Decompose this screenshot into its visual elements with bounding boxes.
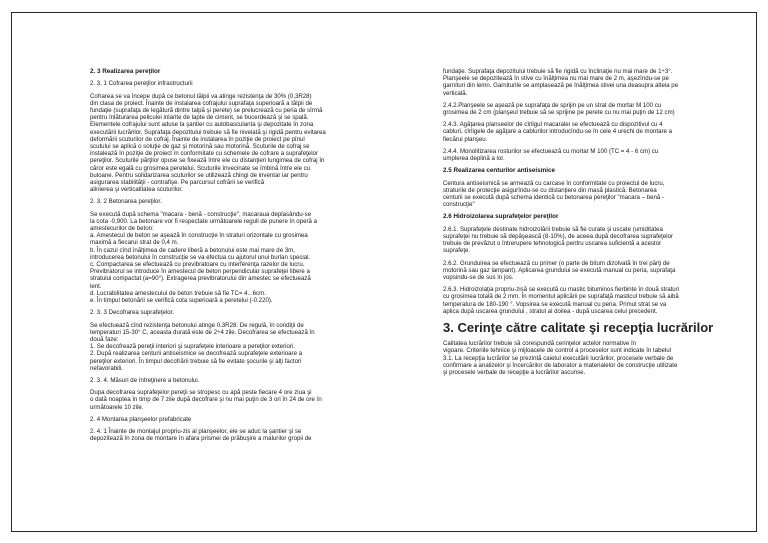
text-line: 1. Se decofrează pereţii interiori şi suprafeţele interioare a pereţilor exteriori. bbox=[90, 343, 295, 351]
text-line: două faze: bbox=[90, 335, 119, 343]
text-line: motorină sau gaz lampant). Aplicarea grundului se execută manual cu peria, suprafaţa bbox=[443, 266, 676, 274]
text-line: asigurarea stabilităţii - contrafişe. Pe parcursul cofrării se verifică bbox=[90, 179, 265, 187]
text-line: vigoare. Criteriile tehnice şi mijloacele de control a proceselor sunt indicate în tabelul bbox=[443, 347, 671, 355]
text-line: 2.6.2. Grunduirea se efectuează cu primer (o parte de bitum dizolvată în trei părţi de bbox=[443, 259, 670, 267]
text-line: executării lucrărilor. Suprafaţa depozitului trebuie să fie nivelată şi rigidă pentru evitarea bbox=[90, 128, 326, 136]
text-line: alinierea şi verticalitatea scuturilor. bbox=[90, 186, 183, 194]
text-line: Centura antiseismică se armează cu carcase în conformitate cu proiectul de lucru, bbox=[443, 179, 665, 187]
left-column bbox=[90, 68, 368, 447]
paragraph bbox=[443, 260, 718, 282]
text-line: nefavorabili. bbox=[90, 364, 123, 372]
text-line: umplerea deplină a lor. bbox=[443, 155, 505, 163]
subsection-title: 2. 3. 2 Betonarea pereţilor. bbox=[90, 198, 162, 206]
text-line: a. Amestecul de beton se aşează în construcţie în straturi orizontale cu grosimea bbox=[90, 232, 308, 240]
text-line: depozitează în zona de montare în afara prismei de prăbuşire a malurilor gropii de bbox=[90, 435, 312, 443]
text-line: verticală. bbox=[443, 89, 468, 97]
text-line: confirmare a analizelor şi încercărilor de laborator a materialelor de construcţie utilizate bbox=[443, 361, 678, 369]
text-line: aplica după uscarea grundului , stratul al doilea - după uscarea celui precedent. bbox=[443, 307, 658, 315]
text-line: 3.1. La recepţia lucrărilor se prezintă caietul executării lucrărilor, procesele verbale de bbox=[443, 354, 674, 362]
text-line: la cota -0,900. La betonare vor fi respectate următoarele reguli de punere în operă a bbox=[90, 217, 317, 225]
text-line: garnituri din lemn. Garniturile se amplasează pe înălţimea stivei una deasupra alteia pe bbox=[443, 82, 679, 90]
text-line: pereţilor. Scuturile părţilor opuse se fixează între ele cu distanţieri lungimea de cofraj în bbox=[90, 157, 325, 165]
text-line: buloane. Pentru solidarizarea scuturilor se utilizează chingi de inventar iar pentru bbox=[90, 171, 308, 179]
paragraph bbox=[90, 93, 368, 194]
text-line: lent. bbox=[90, 282, 102, 290]
text-line: 2. 4. 1 Înainte de montajul propriu-zis al planşeelor, ele se aduc la şantier şi se bbox=[90, 427, 302, 435]
section-heading: 2.6 Hidroizolarea suprafeţelor pereţilor bbox=[443, 213, 559, 221]
right-column bbox=[443, 68, 718, 381]
paragraph bbox=[443, 68, 718, 97]
subsection-title: 2. 4 Montarea planşeelor prefabricate bbox=[90, 415, 192, 423]
paragraph bbox=[443, 340, 718, 376]
text-line: Previbratorul se introduce în amestecul de beton perpendicular suprafeţei libere a bbox=[90, 268, 310, 276]
paragraph bbox=[443, 226, 718, 255]
section-heading: 2. 3 Realizarea pereţilor bbox=[90, 68, 161, 75]
text-line: şi procesele verbale de recepţie a lucrărilor ascunse. bbox=[443, 368, 586, 376]
text-line: d. Lucrabilitatea amestecului de beton trebuie să fie TC= 4...6cm. bbox=[90, 289, 266, 297]
text-line: Dupa decofrarea suprafeţelor pereţii se stropesc cu apă peste fiecare 4 ore ziua şi bbox=[90, 389, 312, 397]
text-line: construcţie" bbox=[443, 201, 475, 209]
document-page bbox=[11, 12, 757, 532]
text-line: din clasa de proiect. Înainte de instalarea cofrajului suprafaţa superioară a tălpii de bbox=[90, 99, 313, 107]
text-line: trebuie de prevăzut o întrerupere tehnologică pentru uscarea suficientă a acestor bbox=[443, 240, 662, 248]
text-line: temperaturi 15-30° C, aceasta durată este de 2÷4 zile. Decofrarea se efectuează în bbox=[90, 328, 315, 336]
paragraph bbox=[90, 322, 368, 372]
text-line: c. Compactarea se efectuează cu previbratoare cu interferenţa razelor de lucru. bbox=[90, 261, 305, 269]
text-line: cabluri, cîrligele de agăţare a cablurilor introducîndu-se în cele 4 urechi de montare a bbox=[443, 128, 672, 136]
paragraph bbox=[443, 102, 718, 116]
paragraph bbox=[90, 389, 368, 411]
text-line: 2.4.3. Agăţarea planseelor de cîrligul macaralei se efectuează cu dispozitivul cu 4 bbox=[443, 121, 663, 129]
text-line: amestecurilor de beton: bbox=[90, 225, 154, 233]
subsection-title: 2. 3. 1 Cofrarea pereţilor infrastructurii bbox=[90, 80, 193, 88]
text-line: b. În cazul cînd înălţimea de cadere liberă a betonului este mai mare de 3m, bbox=[90, 246, 295, 254]
text-line: o dată noaptea în timp de 7 zile după decofrare şi nu mai puţin de 3 ori în 24 de ore în bbox=[90, 396, 322, 404]
text-line: Elementele cofrajului sunt aduse la şantier cu autobasculanta şi depozitate în zona bbox=[90, 121, 314, 129]
text-line: introducerea betonului în construcţie se va efectua cu ajutorul unui burlan special. bbox=[90, 253, 311, 261]
text-line: căror este egală cu grosimea peretelui. Scuturile învecinate se îmbină între ele cu bbox=[90, 164, 311, 172]
text-line: instalează în poziţie de proiect în conformitate cu schemele de cofrare a suprafeţelor bbox=[90, 150, 318, 158]
text-line: grosimea de 2 cm (planşeul trebuie să se sprijine pe perete cu nu mai puţin de 12 cm) bbox=[443, 109, 675, 117]
text-line: 2.4.4. Monolitizarea rosturilor se efectuează cu mortar M 100 (TC = 4 - 6 cm) cu bbox=[443, 147, 659, 155]
text-line: Calitatea lucrărilor trebuie să corespundă cerinţelor actelor normative în bbox=[443, 340, 637, 348]
subsection-title: 2. 3. 3 Decofrarea suprafeţelor. bbox=[90, 309, 175, 317]
text-line: Planşeele se depozitează în stive cu înălţimea nu mai mare de 2 m, aşezîndu-se pe bbox=[443, 75, 669, 83]
text-line: Cofrarea se va începe după ce betonul tălpii va atinge rezistenţa de 30% (0,3R28) bbox=[90, 92, 312, 100]
text-line: deformării scuturilor de cofraj. Înainte de instalarea în poziţie de proiect pe pînul bbox=[90, 135, 305, 143]
paragraph bbox=[443, 148, 718, 162]
paragraph bbox=[90, 211, 368, 305]
text-line: suprafeţe. bbox=[443, 247, 471, 255]
text-line: fundaţie (suprafaţa de legătură dintre talpă şi perete) se prelucrează cu peria de sîrmă bbox=[90, 107, 323, 115]
text-line: suprafeţei nu trebuie să depăşească (8-10%), de aceea după decofrarea suprafeţelor bbox=[443, 233, 674, 241]
text-line: 2.4.2.Planşeele se aşează pe suprafaţa de sprijin pe un strat de mortar M 100 cu bbox=[443, 101, 662, 109]
text-line: fiecărui planşeu. bbox=[443, 135, 488, 143]
text-line: cu grosimea totală de 2 mm. În momentul aplicării pe suprafaţă masticul trebuie să aibă bbox=[443, 293, 679, 301]
paragraph bbox=[443, 180, 718, 209]
chapter-title: 3. Cerinţe către calitate şi recepţia lucrărilor bbox=[443, 320, 714, 336]
section-heading: 2.5 Realizarea centurilor antiseismice bbox=[443, 167, 556, 175]
text-line: Se execută după schema "macara - benă - construcţie", macaraua deplasându-se bbox=[90, 210, 312, 218]
text-line: stratului compactat (a=90°). Extragerea previbratorului din amestec se efectuează bbox=[90, 275, 311, 283]
text-line: centurii se execută după schema identică cu betonarea pereţilor "macara – benă - bbox=[443, 194, 664, 202]
text-line: Se efectuează cînd rezistenţa betonului atinge 0.3R28. De regulă, în condiţii de bbox=[90, 321, 304, 329]
paragraph bbox=[443, 121, 718, 143]
text-line: pentru înlăturarea peliculei inlarite de lapte de ciment, se bucerdează şi se spală. bbox=[90, 114, 309, 122]
text-line: maximă a fiecarui strat de 0,4 m. bbox=[90, 239, 179, 247]
text-line: 2.6.1. Suprafeţele destinate hidroizolării trebuie să fie curate şi uscate (umiditatea bbox=[443, 225, 663, 233]
paragraph bbox=[90, 428, 368, 442]
text-line: fundaţie. Suprafaţa depozitului trebuie să fie rigidă cu înclinaţie nu mai mare de 1÷3°. bbox=[443, 68, 673, 75]
text-line: 2.6.3. Hidroizolaţia propriu-zisă se execută cu mastic bituminos fierbinte în două straturi bbox=[443, 286, 680, 294]
paragraph bbox=[443, 286, 718, 315]
text-line: 2. După realizarea centurii antiseismice se decofrează suprafeţele exterioare a bbox=[90, 350, 303, 358]
text-line: straturile de protecţie asigurîndu-se cu distanţiere din masă plastică. Betonarea bbox=[443, 186, 657, 194]
text-line: temperatura de 180-190 °. Vopsirea se execută manual cu peria. Primul strat se va bbox=[443, 300, 667, 308]
text-line: scutului se aplică o soluţie de gaz şi motorină sau motorină. Scuturile de cofraj se bbox=[90, 143, 310, 151]
subsection-title: 2. 3. 4. Măsuri de întreţinere a betonului. bbox=[90, 376, 200, 384]
text-line: următoarele 10 zile. bbox=[90, 403, 144, 411]
text-line: e. În timpul betonării se verifică cota superioară a peretelui (-0.220). bbox=[90, 297, 273, 305]
text-line: vopsindu-se de sus în jos. bbox=[443, 274, 514, 282]
text-line: pereţilor exteriori. În timpul decofrării trebuie să fie evitate şocurile şi alţi factori bbox=[90, 357, 302, 365]
